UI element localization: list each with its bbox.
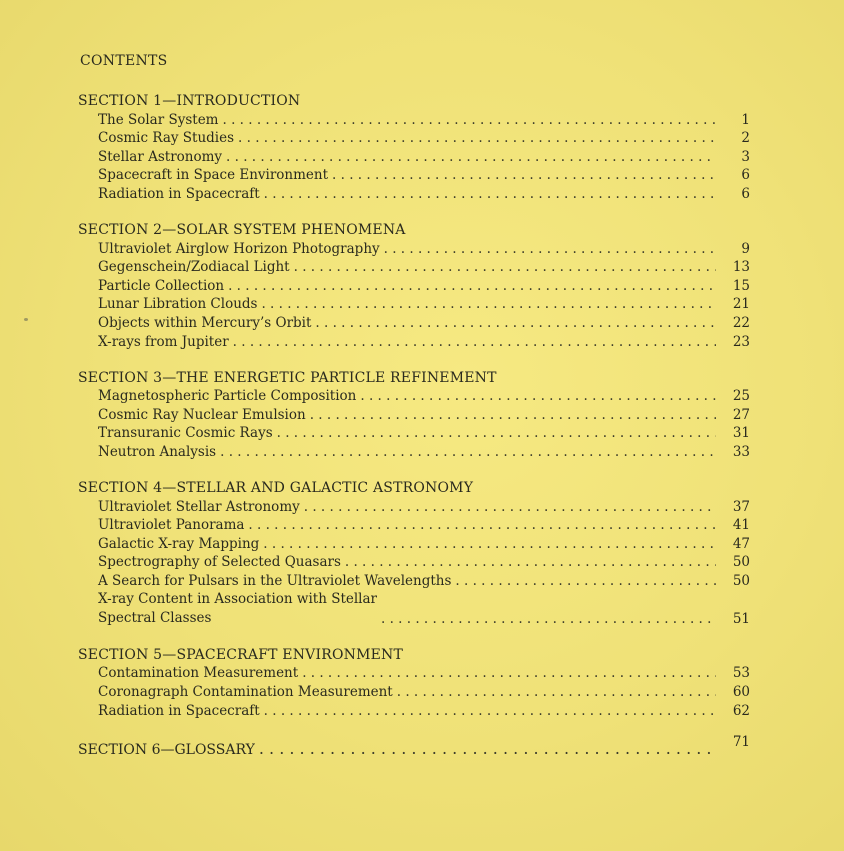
toc-entry[interactable] [80,553,750,572]
glossary-label: SECTION 6—GLOSSARY [78,741,255,758]
glossary-page: 71 [732,733,750,750]
toc-list [80,239,750,351]
leader-dots [345,554,716,571]
toc-entry-page: 6 [741,185,750,202]
toc-entry[interactable] [80,701,750,720]
toc-entry-label: Spectrography of Selected Quasars [98,554,341,571]
leader-dots [384,241,716,258]
toc-entry[interactable] [80,166,750,185]
toc-entry-label: Cosmic Ray Studies [98,130,235,147]
toc-entry-label [98,590,377,628]
toc-entry-label: Galactic X-ray Mapping [98,535,260,552]
toc-entry-page: 15 [732,277,750,294]
toc-entry-label: A Search for Pulsars in the Ultraviolet Wavelengths [98,572,452,589]
toc-entry[interactable] [80,258,750,277]
leader-dots [259,739,716,758]
toc-entry-page: 6 [741,167,750,184]
toc-entry-label: Radiation in Spacecraft [98,185,260,202]
toc-entry[interactable] [80,295,750,314]
toc-entry-page: 13 [732,259,750,276]
toc-entry-page: 37 [732,498,750,515]
leader-dots [455,573,716,590]
toc-entry-page: 2 [741,130,750,147]
section-1 [80,92,750,203]
leader-dots [264,186,716,203]
section-heading: SECTION 1—INTRODUCTION [78,93,301,109]
leader-dots [397,684,716,701]
toc-entry[interactable] [80,276,750,295]
section-heading: SECTION 5—SPACECRAFT ENVIRONMENT [78,646,404,663]
section-4 [80,479,750,628]
leader-dots [233,334,716,351]
toc-entry[interactable] [80,571,750,590]
toc-entry[interactable] [80,332,750,351]
toc-entry[interactable] [80,497,750,516]
leader-dots [223,112,717,129]
toc-list [80,664,750,720]
toc-entry-page: 21 [732,296,750,313]
toc-entry-label: Coronagraph Contamination Measurement [98,684,393,701]
toc-list [80,110,750,203]
leader-dots [332,167,716,184]
leader-dots [277,425,716,442]
glossary-entry[interactable] [78,733,750,758]
toc-entry[interactable] [80,239,750,258]
toc-entry-label: Particle Collection [98,277,225,294]
toc-entry-label: Ultraviolet Airglow Horizon Photography [98,240,380,257]
leader-dots [261,296,716,313]
section-heading: SECTION 3—THE ENERGETIC PARTICLE REFINEMENT [78,369,497,386]
toc-entry[interactable] [80,664,750,683]
leader-dots [238,130,716,147]
toc-entry[interactable] [80,184,750,203]
toc-entry-page: 41 [732,517,750,534]
toc-entry-page: 60 [732,684,750,701]
section-heading: SECTION 2—SOLAR SYSTEM PHENOMENA [78,221,406,238]
toc-list [80,387,750,461]
leader-dots [264,703,716,720]
toc-entry-label: Spacecraft in Space Environment [98,167,329,184]
toc-entry[interactable] [80,129,750,148]
toc-entry-page: 53 [732,665,750,682]
section-heading: SECTION 4—STELLAR AND GALACTIC ASTRONOMY [78,479,474,496]
leader-dots [304,499,716,516]
toc-entry-page: 50 [732,554,750,571]
toc-entry[interactable] [80,147,750,166]
toc-entry-label: Transuranic Cosmic Rays [98,425,273,442]
toc-entry-label: Magnetospheric Particle Composition [98,388,357,405]
contents-title: CONTENTS [80,53,168,69]
toc-entry[interactable] [80,516,750,535]
section-3 [80,369,750,461]
toc-list [80,497,750,628]
toc-entry[interactable] [80,534,750,553]
section-5 [80,646,750,720]
toc-entry-page: 47 [732,535,750,552]
leader-dots [315,315,716,332]
toc-entry-label: Contamination Measurement [98,665,299,682]
leader-dots [302,665,716,682]
leader-dots [228,278,716,295]
toc-entry-label: Objects within Mercury’s Orbit [98,314,312,331]
leader-dots [360,388,716,405]
stray-mark [24,318,28,321]
toc-entry[interactable] [80,442,750,461]
toc-entry[interactable] [80,313,750,332]
section-2 [80,221,750,351]
leader-dots [248,517,716,534]
leader-dots [381,611,716,628]
toc-entry-label: Stellar Astronomy [98,148,223,165]
toc-entry-label: Lunar Libration Clouds [98,296,258,313]
toc-entry-page: 23 [732,333,750,350]
toc-entry-label: The Solar System [98,111,219,128]
toc-entry-page: 33 [732,443,750,460]
toc-entry-page: 50 [732,572,750,589]
toc-entry[interactable] [80,387,750,406]
toc-entry-page: 27 [732,406,750,423]
toc-entry-page: 3 [741,148,750,165]
toc-entry-page: 62 [732,702,750,719]
toc-entry-label-line1: X-ray Content in Association with Stellar [98,590,377,607]
toc-entry-label: Gegenschein/Zodiacal Light [98,259,290,276]
leader-dots [294,259,716,276]
leader-dots [310,407,716,424]
toc-entry[interactable] [80,110,750,129]
toc-entry-page: 51 [732,610,750,627]
toc-entry-page: 9 [741,240,750,257]
toc-entry[interactable] [80,682,750,701]
toc-entry-multiline[interactable] [80,590,750,628]
leader-dots [226,149,716,166]
toc-entry-label: Radiation in Spacecraft [98,702,260,719]
toc-entry-label: X-rays from Jupiter [98,333,229,350]
leader-dots [263,536,716,553]
toc-entry-page: 31 [732,425,750,442]
contents-page [80,52,750,758]
toc-entry-page: 25 [732,388,750,405]
leader-dots [220,444,716,461]
toc-entry-label: Ultraviolet Stellar Astronomy [98,498,300,515]
toc-entry[interactable] [80,405,750,424]
toc-entry-label: Neutron Analysis [98,443,217,460]
toc-entry[interactable] [80,424,750,443]
toc-entry-page: 1 [741,111,750,128]
toc-entry-label-line2: Spectral Classes [98,609,212,626]
toc-entry-label: Cosmic Ray Nuclear Emulsion [98,406,306,423]
toc-entry-page: 22 [732,314,750,331]
toc-entry-label: Ultraviolet Panorama [98,517,245,534]
